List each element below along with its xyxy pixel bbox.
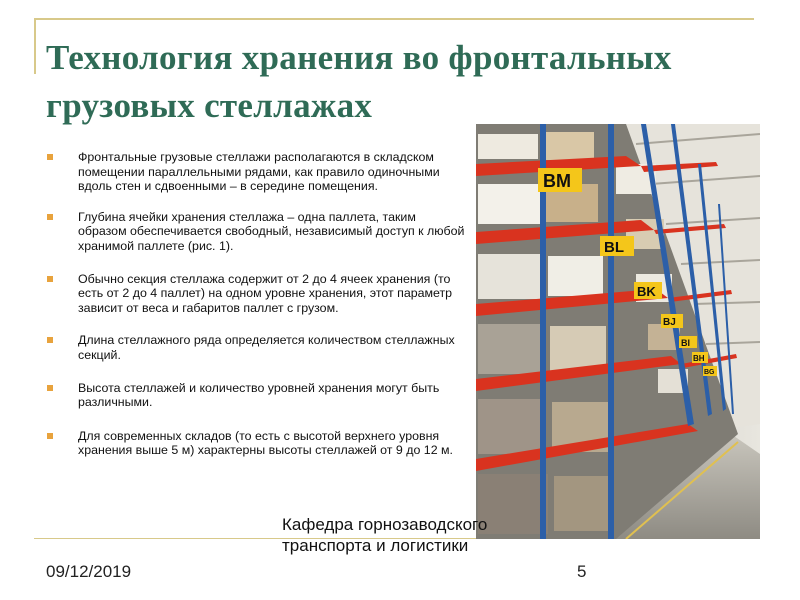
bullet-text: Высота стеллажей и количество уровней хранения могут быть различными.	[78, 380, 440, 410]
square-bullet-icon	[47, 433, 53, 439]
aisle-label: BL	[604, 239, 624, 256]
bullet-text: Глубина ячейки хранения стеллажа – одна паллета, таким образом обеспечивается свободный, независимый доступ к любой хранимой паллете (рис. 1).	[78, 209, 465, 253]
aisle-label: BK	[637, 284, 656, 299]
bullet-item	[46, 333, 466, 362]
bullet-list	[46, 150, 466, 458]
square-bullet-icon	[47, 337, 53, 343]
bullet-text: Фронтальные грузовые стеллажи располагаются в складском помещении параллельными рядами, как правило одиночными вдоль стен и сдвоенными – в середине помещения.	[78, 150, 440, 194]
left-rule	[34, 18, 36, 74]
bullet-item	[46, 381, 466, 410]
bullet-text: Обычно секция стеллажа содержит от 2 до 4 ячеек хранения (то есть от 2 до 4 паллет) на одном уровне хранения, этот параметр зависит от веса и габаритов паллет с грузом.	[78, 271, 453, 315]
slide-title: Технология хранения во фронтальных грузовых стеллажах	[46, 38, 672, 125]
top-rule	[34, 18, 754, 20]
aisle-label: BJ	[663, 317, 676, 328]
square-bullet-icon	[47, 214, 53, 220]
footer-date: 09/12/2019	[46, 562, 132, 581]
aisle-label: BM	[543, 171, 571, 191]
bullet-item	[46, 429, 466, 458]
page-number: 5	[577, 562, 587, 581]
square-bullet-icon	[47, 385, 53, 391]
bullet-item	[46, 150, 466, 194]
aisle-label: BH	[693, 354, 705, 363]
bullet-item	[46, 210, 466, 254]
bullet-text: Для современных складов (то есть с высотой верхнего уровня хранения выше 5 м) характерны высоты стеллажей от 9 до 12 м.	[78, 428, 453, 458]
footer-department: Кафедра горнозаводского транспорта и логистики	[282, 515, 488, 555]
warehouse-racks-photo	[476, 124, 760, 539]
bullet-item	[46, 272, 466, 316]
square-bullet-icon	[47, 154, 53, 160]
aisle-label: BI	[681, 338, 690, 348]
square-bullet-icon	[47, 276, 53, 282]
aisle-label: BG	[704, 369, 715, 376]
bullet-text: Длина стеллажного ряда определяется количеством стеллажных секций.	[78, 333, 455, 362]
